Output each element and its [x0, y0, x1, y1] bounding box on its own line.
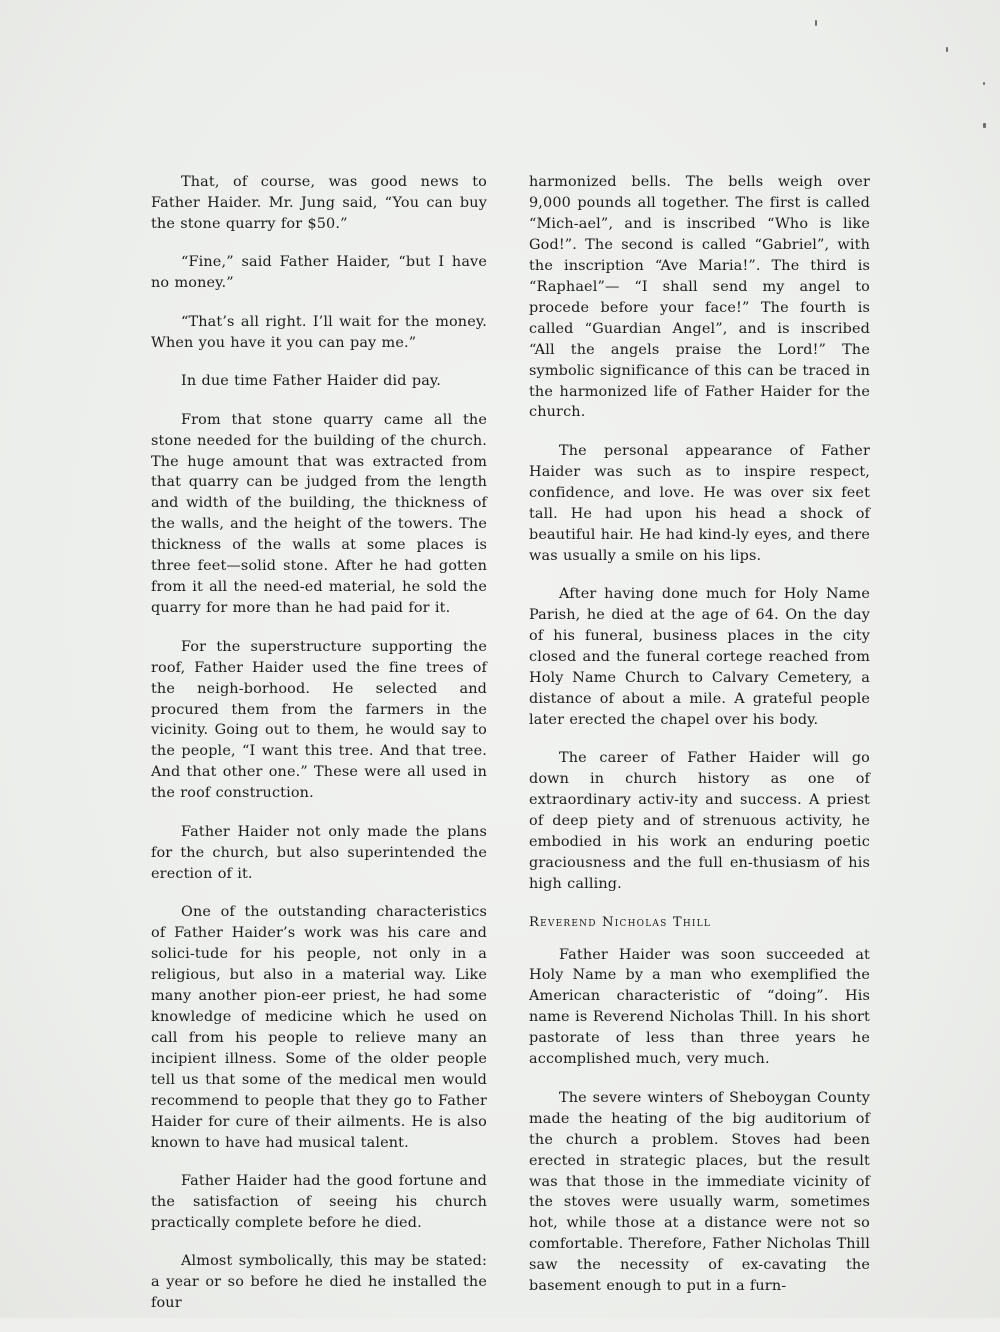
scan-speck: [815, 20, 817, 26]
paragraph: “That’s all right. I’ll wait for the money. When you have it you can pay me.”: [151, 313, 487, 351]
paragraph: Father Haider had the good fortune and the satisfaction of seeing his church practically complete before he died.: [151, 1173, 487, 1231]
paragraph: One of the outstanding characteristics of Father Haider’s work was his care and solici-tude for his people, not only in a religious, but also in a material way. Like many another pion-eer priest, he had some knowledge of medicine which he used on call from his people to relieve many an incipient illness. Some of the older people tell us that some of the medical men would recommend to people that they go to Father Haider for cure of their ailments. He is also known to have had musical talent.: [151, 904, 487, 1151]
scan-speck: [983, 82, 985, 85]
paragraph: The personal appearance of Father Haider was such as to inspire respect, confidence, and love. He was over six feet tall. He had upon his head a shock of beautiful hair. He had kind-ly eyes, and there was usually a smile on his lips.: [529, 442, 870, 564]
paragraph: That, of course, was good news to Father Haider. Mr. Jung said, “You can buy the stone quarry for $50.”: [151, 174, 487, 232]
paragraph: In due time Father Haider did pay.: [181, 373, 442, 390]
paragraph: After having done much for Holy Name Parish, he died at the age of 64. On the day of his funeral, business places in the city closed and the funeral cortege reached from Holy Name Church to Calvary Cemetery, a distance of about a mile. A grateful people later erected the chapel over his body.: [529, 586, 870, 728]
paragraph: “Fine,” said Father Haider, “but I have no money.”: [151, 254, 487, 292]
paragraph: For the superstructure supporting the roof, Father Haider used the fine trees of the neigh-borhood. He selected and procured them from the farmers in the vicinity. Going out to them, he would say to the people, “I want this tree. And that tree. And that other one.” These were all used in the roof construction.: [151, 638, 487, 802]
paragraph: From that stone quarry came all the stone needed for the building of the church. The huge amount that was extracted from that quarry can be judged from the length and width of the building, the thickness of the walls, and the height of the towers. The thickness of the walls at some places is three feet—solid stone. After he had gotten from it all the need-ed material, he sold the quarry for more than he had paid for it.: [151, 411, 487, 617]
right-column: [529, 172, 870, 1315]
paragraph: The career of Father Haider will go down in church history as one of extraordinary activ-ity and success. A priest of deep piety and of strenuous activity, he embodied in his work an enduring poetic graciousness and the full en-thusiasm of his high calling.: [529, 750, 870, 893]
left-column: [151, 172, 487, 1332]
continuation-paragraph: harmonized bells. The bells weigh over 9,000 pounds all together. The first is called “Mich-ael”, and is inscribed “Who is like God!”. The second is called “Gabriel”, with the inscription “Ave Maria!”. The third is “Raphael”— “I shall send my angel to procede before your face!” The fourth is called “Guardian Angel”, and is inscribed “All the angels praise the Lord!” The symbolic significance of this can be traced in the harmonized life of Father Haider for the church.: [529, 174, 870, 421]
paragraph: Father Haider not only made the plans for the church, but also superintended the erection of it.: [151, 823, 487, 882]
paragraph: The severe winters of Sheboygan County made the heating of the big auditorium of the church a problem. Stoves had been erected in strategic places, but the result was that those in the immediate vicinity of the stoves were usually warm, sometimes hot, while those at a distance were not so comfortable. Therefore, Father Nicholas Thill saw the necessity of ex-cavating the basement enough to put in a furn-: [529, 1089, 870, 1295]
paragraph: Father Haider was soon succeeded at Holy Name by a man who exemplified the American characteristic of “doing”. His name is Reverend Nicholas Thill. In his short pastorate of less than three years he accomplished much, very much.: [529, 946, 870, 1068]
scan-speck: [983, 123, 986, 128]
scan-speck: [946, 47, 948, 52]
section-heading: Reverend Nicholas Thill: [529, 914, 711, 930]
paragraph: Almost symbolically, this may be stated: a year or so before he died he installed the four: [151, 1253, 487, 1312]
